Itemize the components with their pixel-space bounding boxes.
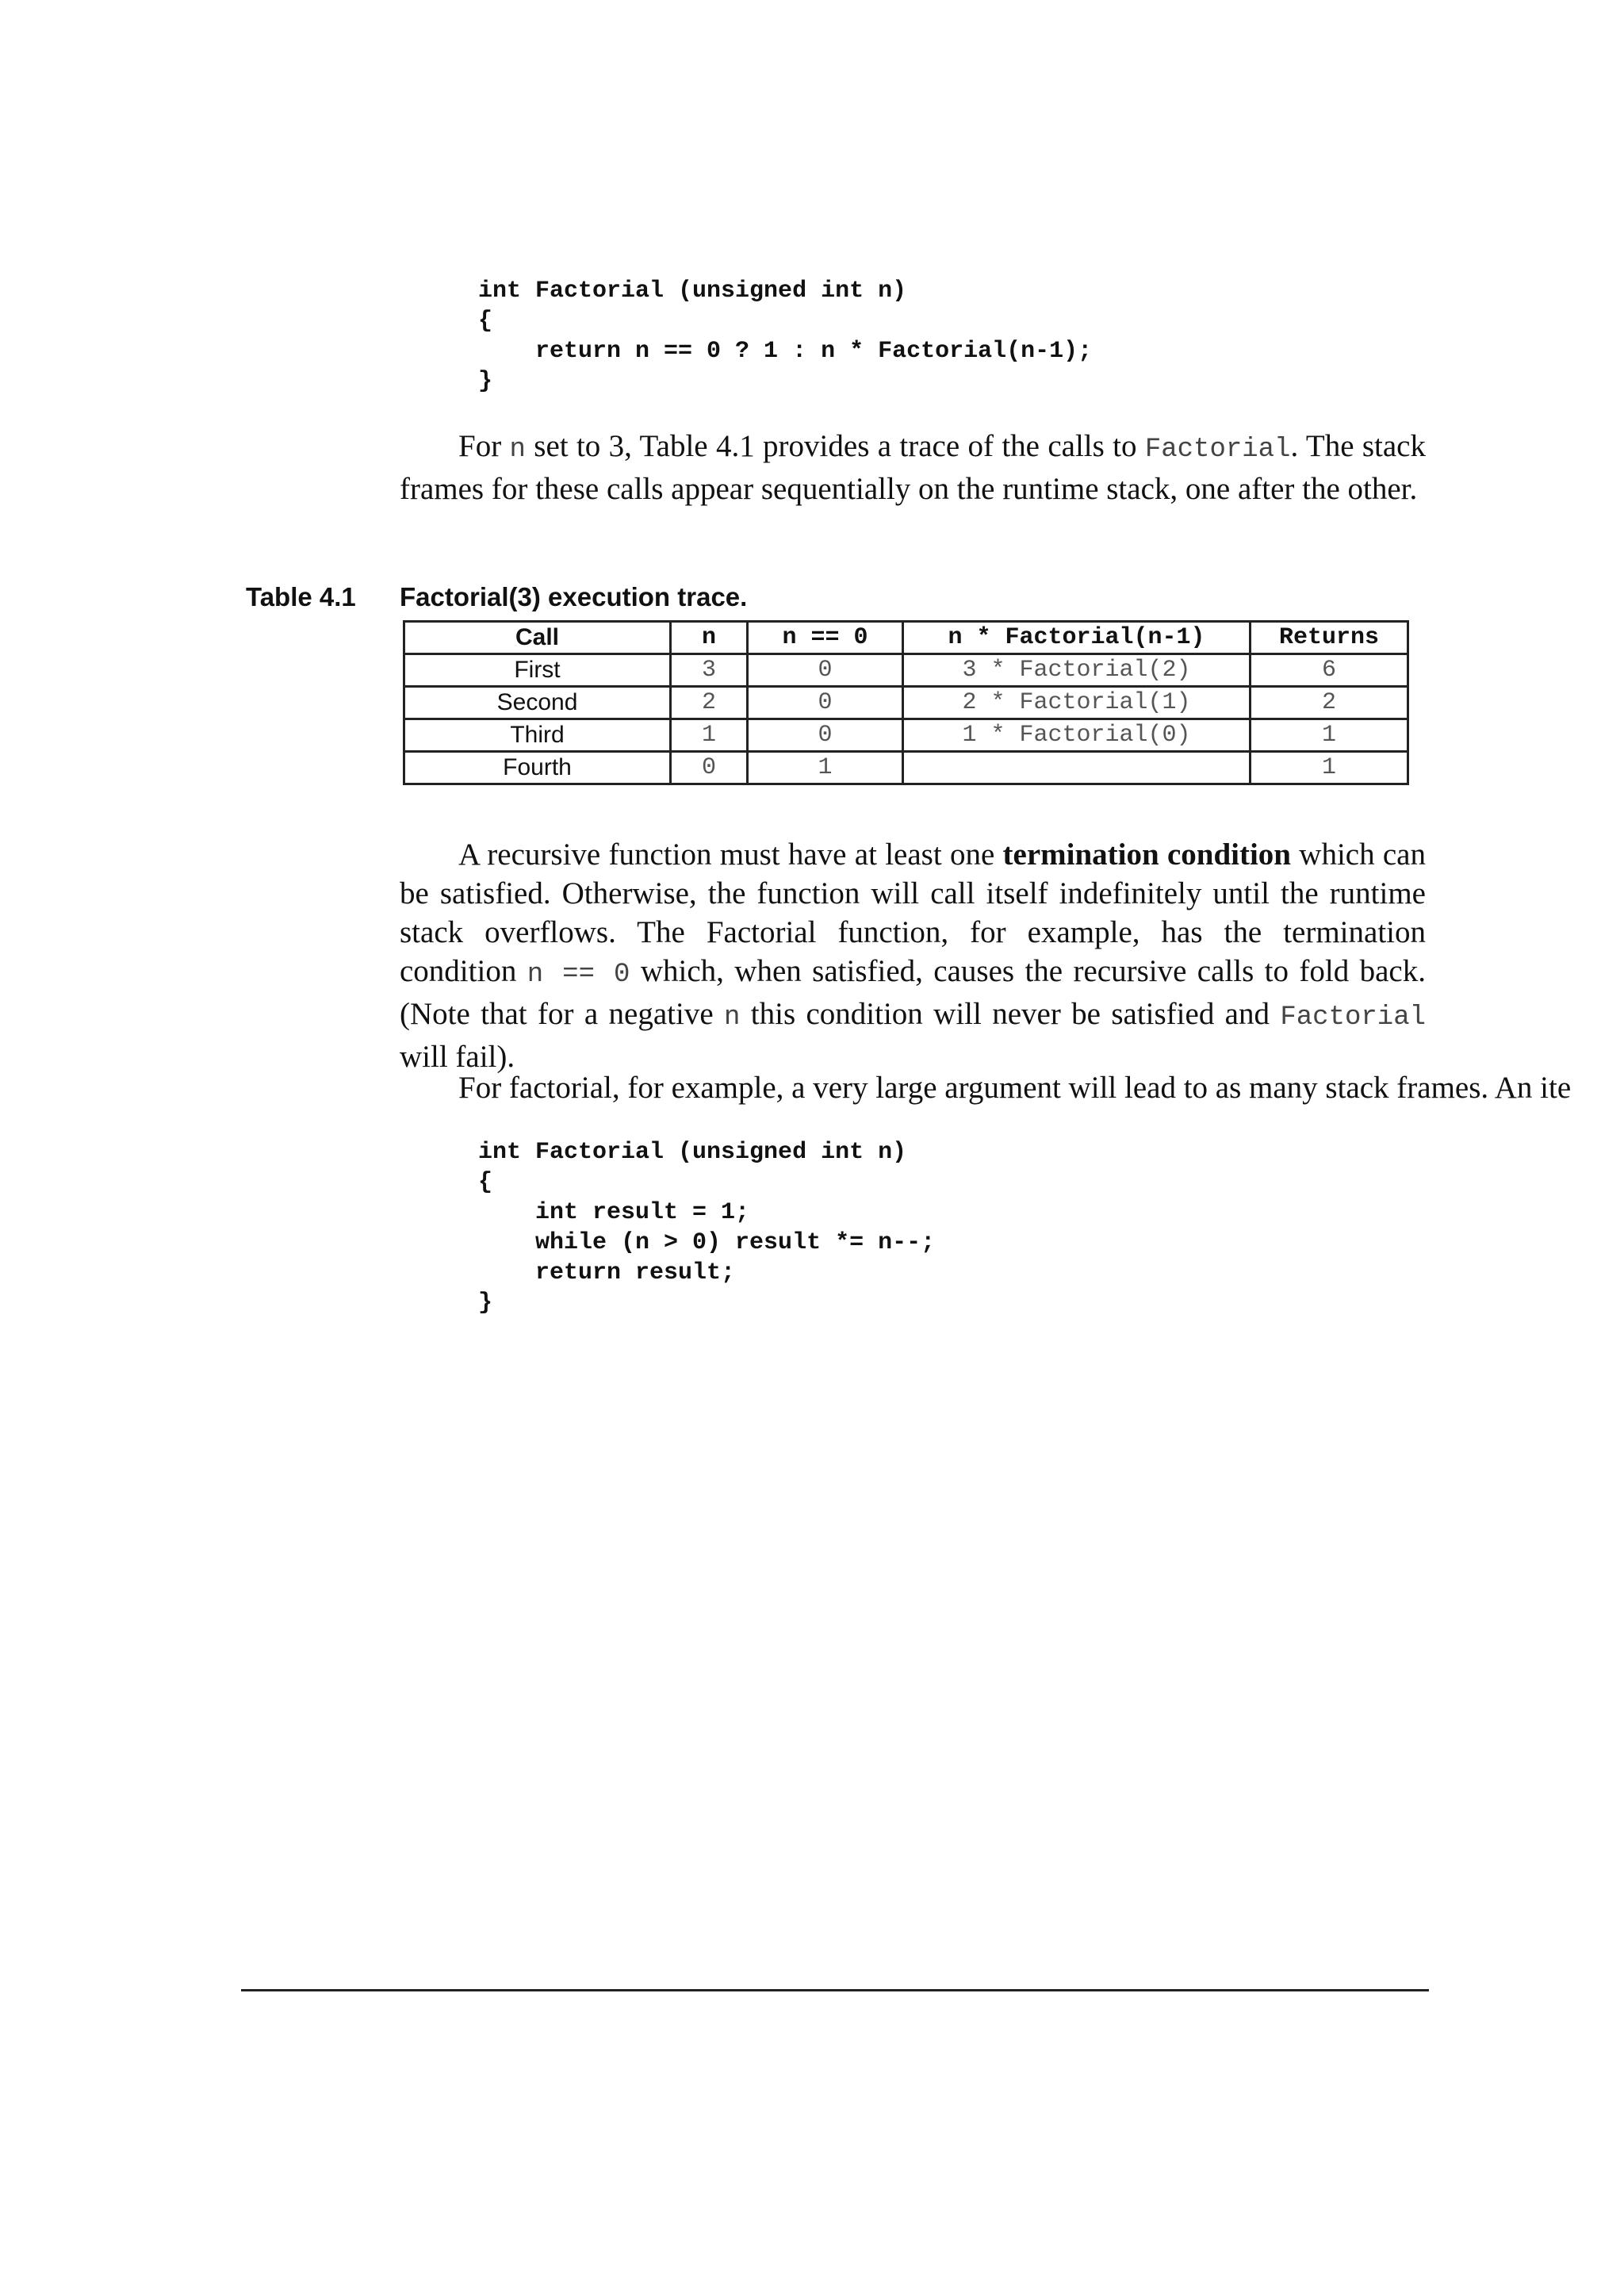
table-cell: 0 <box>748 687 903 719</box>
table-cell: 1 <box>1251 719 1408 752</box>
table-cell: 2 <box>1251 687 1408 719</box>
table-cell: 2 * Factorial(1) <box>903 687 1251 719</box>
table-cell: Third <box>404 719 671 752</box>
code-line: int Factorial (unsigned int n) <box>478 278 907 305</box>
code-line: while (n > 0) result *= n--; <box>478 1229 936 1256</box>
table-cell: 3 * Factorial(2) <box>903 654 1251 687</box>
table-row <box>404 654 1408 687</box>
code-line: return result; <box>478 1259 736 1286</box>
execution-trace-table <box>403 620 1409 785</box>
table-cell: 1 <box>748 752 903 784</box>
table-cell: First <box>404 654 671 687</box>
table-label: Table 4.1 <box>246 582 356 611</box>
code-line: return n == 0 ? 1 : n * Factorial(n-1); <box>478 338 1093 365</box>
table-cell: 1 <box>671 719 748 752</box>
table-cell: Fourth <box>404 752 671 784</box>
table-cell: 3 <box>671 654 748 687</box>
footer-rule <box>241 1989 1429 1991</box>
table-cell <box>903 752 1251 784</box>
code-block-iterative <box>478 1137 935 1318</box>
inline-code: Factorial <box>1144 435 1291 465</box>
code-line: { <box>478 1169 493 1196</box>
inline-code: n <box>509 435 526 465</box>
table-cell: 0 <box>748 719 903 752</box>
table-cell: 2 <box>671 687 748 719</box>
table-header-row <box>404 622 1408 654</box>
table-cell: 6 <box>1251 654 1408 687</box>
column-header: Returns <box>1251 622 1408 654</box>
table-title: Factorial(3) execution trace. <box>400 582 748 611</box>
code-block-recursive <box>478 276 1092 397</box>
code-line: { <box>478 308 493 335</box>
code-line: int Factorial (unsigned int n) <box>478 1139 907 1166</box>
inline-code: n == 0 <box>527 960 630 990</box>
bold-term: termination condition <box>1002 838 1291 872</box>
table-row <box>404 719 1408 752</box>
paragraph-trace-intro: For n set to 3, Table 4.1 provides a trace of the calls to Factorial. The stack frames for these calls appear sequentially on the runtime stack, one after the other. <box>400 429 1426 506</box>
table-cell: 0 <box>748 654 903 687</box>
table-cell: 1 <box>1251 752 1408 784</box>
column-header: n == 0 <box>748 622 903 654</box>
column-header: Call <box>404 622 671 654</box>
column-header: n <box>671 622 748 654</box>
inline-code: n <box>724 1002 741 1033</box>
code-line: } <box>478 1290 493 1317</box>
column-header: n * Factorial(n-1) <box>903 622 1251 654</box>
inline-code: Factorial <box>1280 1002 1427 1033</box>
paragraph-termination: A recursive function must have at least one termination condition which can be satisfied. Otherwise, the function will call itself indefinitely until the runtime stack overflows. The Factorial function, for example, has the termination condition n == 0 which, when satisfied, causes the recursive calls to fold back. (Note that for a negative n this condition will never be satisfied and Factorial will fail). <box>400 838 1427 1074</box>
table-row <box>404 752 1408 784</box>
table-cell: 1 * Factorial(0) <box>903 719 1251 752</box>
table-cell: Second <box>404 687 671 719</box>
code-line: } <box>478 368 493 395</box>
code-line: int result = 1; <box>478 1199 750 1226</box>
table-cell: 0 <box>671 752 748 784</box>
paragraph-iterative-intro: For factorial, for example, a very large argument will lead to as many stack frames. An ite <box>458 1071 1572 1105</box>
table-row <box>404 687 1408 719</box>
